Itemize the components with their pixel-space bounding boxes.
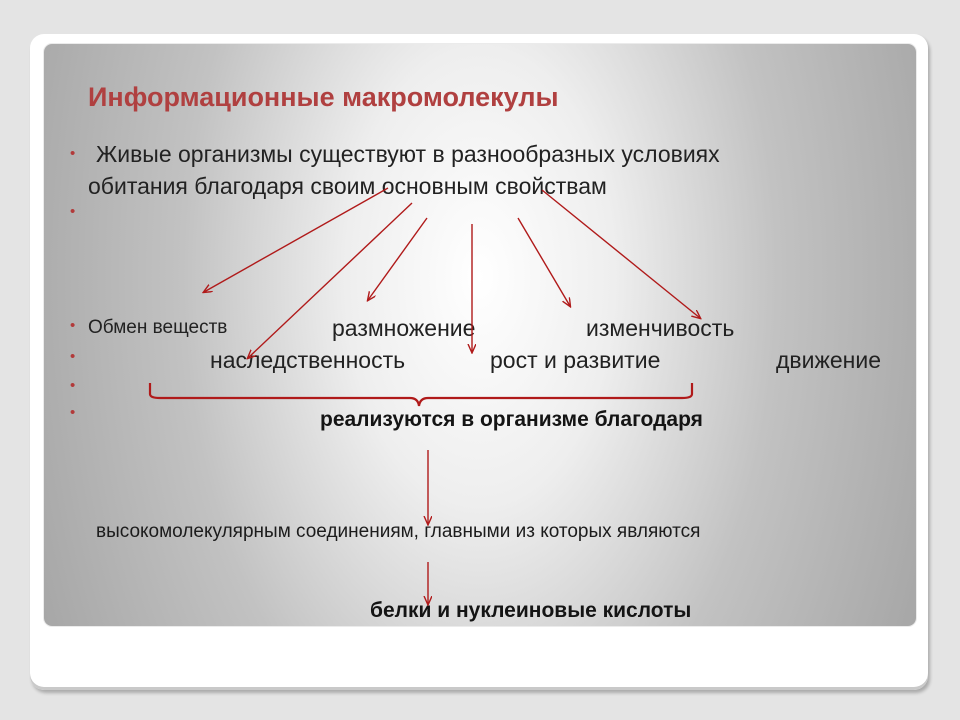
bullet-marker: • <box>70 348 76 365</box>
compounds-text: высокомолекулярным соединениям, главными из которых являются <box>96 521 701 542</box>
conclusion-text: белки и нуклеиновые кислоты <box>370 599 692 622</box>
property-movement: движение <box>776 347 882 373</box>
intro-line-2: обитания благодаря своим основным свойствам <box>88 173 607 199</box>
bullet-marker: • <box>70 317 76 334</box>
slide-title: Информационные макромолекулы <box>88 82 559 112</box>
bullet-marker: • <box>70 404 76 421</box>
property-metabolism: Обмен веществ <box>88 317 228 338</box>
realized-text: реализуются в организме благодаря <box>320 408 703 431</box>
property-reproduction: размножение <box>332 315 476 341</box>
bullet-marker: • <box>70 203 76 220</box>
intro-line-1: Живые организмы существуют в разнообразных условиях <box>96 141 720 167</box>
property-growth: рост и развитие <box>490 347 661 373</box>
bullet-marker: • <box>70 145 76 162</box>
bullet-marker: • <box>70 377 76 394</box>
property-heredity: наследственность <box>210 347 406 373</box>
property-variability: изменчивость <box>586 315 735 341</box>
